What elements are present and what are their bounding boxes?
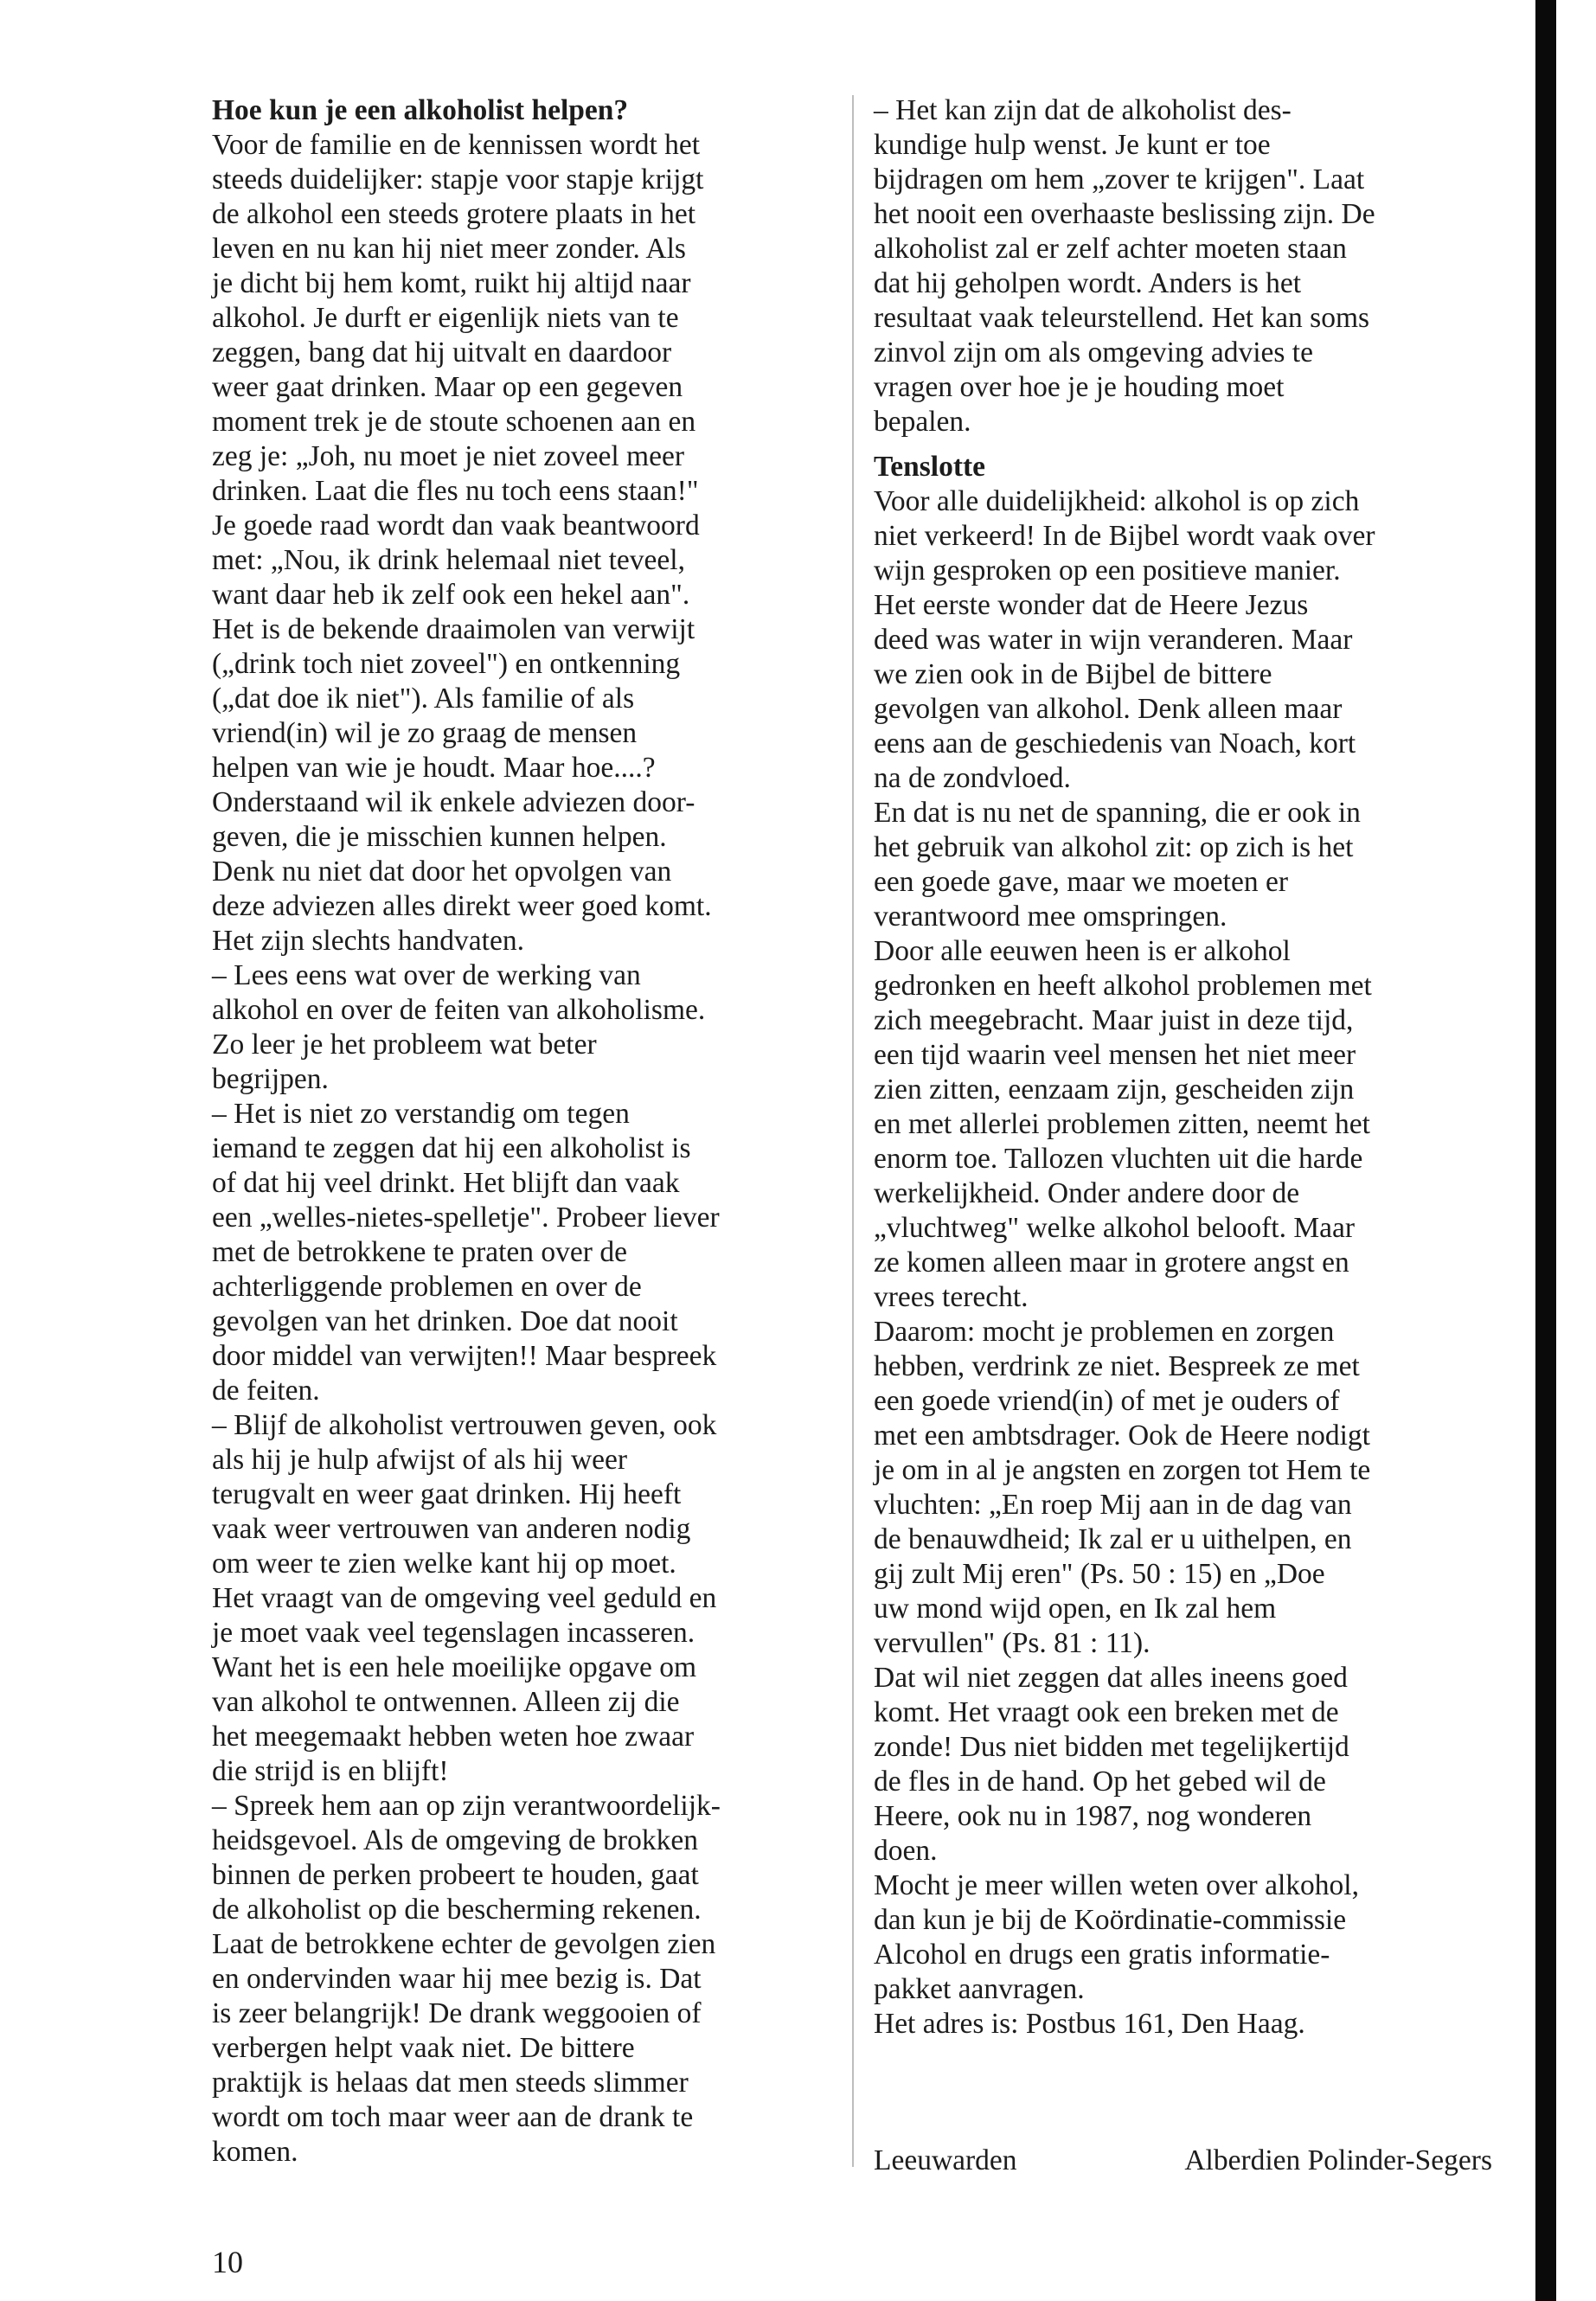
text-line: „vluchtweg" welke alkohol belooft. Maar <box>874 1212 1356 1244</box>
text-line: met: „Nou, ik drink helemaal niet teveel, <box>212 544 685 576</box>
text-line: zinvol zijn om als omgeving advies te <box>874 336 1313 369</box>
text-line: gevolgen van het drinken. Doe dat nooit <box>212 1305 678 1337</box>
text-line: Je goede raad wordt dan vaak beantwoord <box>212 510 700 542</box>
signature-place: Leeuwarden <box>874 2144 1017 2176</box>
text-line: („dat doe ik niet"). Als familie of als <box>212 683 635 715</box>
text-line: het gebruik van alkohol zit: op zich is het <box>874 831 1354 863</box>
text-line: doen. <box>874 1835 938 1867</box>
text-line: niet verkeerd! In de Bijbel wordt vaak over <box>874 520 1375 552</box>
text-line: komt. Het vraagt ook een breken met de <box>874 1696 1339 1728</box>
text-line: heidsgevoel. Als de omgeving de brokken <box>212 1824 698 1856</box>
text-line: pakket aanvragen. <box>874 1973 1085 2005</box>
text-line: resultaat vaak teleurstellend. Het kan soms <box>874 302 1370 334</box>
text-line: die strijd is en blijft! <box>212 1755 449 1787</box>
text-line: moment trek je de stoute schoenen aan en <box>212 406 696 438</box>
signature-author: Alberdien Polinder-Segers <box>1184 2144 1492 2176</box>
text-line: om weer te zien welke kant hij op moet. <box>212 1548 676 1580</box>
text-line: en ondervinden waar hij mee bezig is. Dat <box>212 1963 702 1995</box>
text-line: komen. <box>212 2136 298 2168</box>
text-line: praktijk is helaas dat men steeds slimmer <box>212 2067 689 2099</box>
text-line: Voor de familie en de kennissen wordt het <box>212 129 701 161</box>
text-line: de feiten. <box>212 1375 320 1407</box>
text-line: je om in al je angsten en zorgen tot Hem te <box>874 1454 1371 1486</box>
text-line: want daar heb ik zelf ook een hekel aan". <box>212 579 690 611</box>
text-line: alkohol. Je durft er eigenlijk niets van te <box>212 302 679 334</box>
text-line: de fles in de hand. Op het gebed wil de <box>874 1766 1326 1798</box>
text-line: vragen over hoe je je houding moet <box>874 371 1285 403</box>
text-line: eens aan de geschiedenis van Noach, kort <box>874 727 1356 760</box>
text-line: dat hij geholpen wordt. Anders is het <box>874 267 1302 299</box>
text-line: Voor alle duidelijkheid: alkohol is op zich <box>874 485 1360 517</box>
text-line: deed was water in wijn veranderen. Maar <box>874 624 1353 656</box>
text-line: Denk nu niet dat door het opvolgen van <box>212 856 672 888</box>
text-line: gedronken en heeft alkohol problemen met <box>874 970 1372 1002</box>
section-heading-tenslotte: Tenslotte <box>874 451 986 483</box>
page-number: 10 <box>212 2245 243 2279</box>
text-line: alkoholist zal er zelf achter moeten staan <box>874 233 1347 265</box>
text-line: ze komen alleen maar in grotere angst en <box>874 1247 1349 1279</box>
text-line: van alkohol te ontwennen. Alleen zij die <box>212 1686 680 1718</box>
text-line: Heere, ook nu in 1987, nog wonderen <box>874 1800 1312 1832</box>
text-line: Het vraagt van de omgeving veel geduld en <box>212 1582 717 1614</box>
text-line: het meegemaakt hebben weten hoe zwaar <box>212 1721 695 1753</box>
text-line: hebben, verdrink ze niet. Bespreek ze met <box>874 1350 1360 1382</box>
left-column-text <box>212 128 835 2170</box>
text-line: de alkoholist op die bescherming rekenen. <box>212 1894 702 1926</box>
text-line: vriend(in) wil je zo graag de mensen <box>212 717 638 749</box>
text-line: zien zitten, eenzaam zijn, gescheiden zijn <box>874 1074 1355 1106</box>
section-gap <box>874 439 1505 450</box>
text-line: Dat wil niet zeggen dat alles ineens goed <box>874 1662 1348 1694</box>
right-column-top-text <box>874 93 1505 439</box>
text-line: na de zondvloed. <box>874 762 1071 794</box>
text-line: Daarom: mocht je problemen en zorgen <box>874 1316 1335 1348</box>
text-line: bijdragen om hem „zover te krijgen". Laat <box>874 163 1365 195</box>
text-line: en met allerlei problemen zitten, neemt het <box>874 1108 1370 1140</box>
text-line: met een ambtsdrager. Ook de Heere nodigt <box>874 1420 1370 1452</box>
text-line: kundige hulp wenst. Je kunt er toe <box>874 129 1271 161</box>
text-line: Het is de bekende draaimolen van verwijt <box>212 613 695 645</box>
text-line: Laat de betrokkene echter de gevolgen zien <box>212 1928 716 1960</box>
text-line: je dicht bij hem komt, ruikt hij altijd naar <box>212 267 691 299</box>
text-line: een goede gave, maar we moeten er <box>874 866 1288 898</box>
text-line: terugvalt en weer gaat drinken. Hij heeft <box>212 1478 682 1510</box>
text-line: dan kun je bij de Koördinatie-commissie <box>874 1904 1347 1936</box>
text-line: – Spreek hem aan op zijn verantwoordelijk- <box>212 1790 721 1822</box>
text-line: Zo leer je het probleem wat beter <box>212 1029 597 1061</box>
text-line: door middel van verwijten!! Maar bespreek <box>212 1340 717 1372</box>
text-line: werkelijkheid. Onder andere door de <box>874 1177 1300 1209</box>
text-line: („drink toch niet zoveel") en ontkenning <box>212 648 681 680</box>
right-column <box>874 93 1505 2041</box>
text-line: drinken. Laat die fles nu toch eens staan!" <box>212 475 699 507</box>
text-line: zeggen, bang dat hij uitvalt en daardoor <box>212 336 672 369</box>
text-line: Door alle eeuwen heen is er alkohol <box>874 935 1291 967</box>
text-line: Het zijn slechts handvaten. <box>212 925 524 957</box>
text-line: een goede vriend(in) of met je ouders of <box>874 1385 1340 1417</box>
text-line: leven en nu kan hij niet meer zonder. Als <box>212 233 686 265</box>
text-line: geven, die je misschien kunnen helpen. <box>212 821 667 853</box>
text-line: Mocht je meer willen weten over alkohol, <box>874 1869 1359 1901</box>
text-line: bepalen. <box>874 406 971 438</box>
text-line: vrees terecht. <box>874 1281 1029 1313</box>
text-line: verantwoord mee omspringen. <box>874 901 1227 933</box>
text-line: de benauwdheid; Ik zal er u uithelpen, en <box>874 1523 1352 1555</box>
right-column-bottom-text <box>874 484 1505 2041</box>
text-line: deze adviezen alles direkt weer goed komt. <box>212 890 712 922</box>
text-line: binnen de perken probeert te houden, gaat <box>212 1859 699 1891</box>
text-line: gij zult Mij eren" (Ps. 50 : 15) en „Doe <box>874 1558 1325 1590</box>
text-line: verbergen helpt vaak niet. De bittere <box>212 2032 635 2064</box>
text-line: achterliggende problemen en over de <box>212 1271 642 1303</box>
text-line: de alkohol een steeds grotere plaats in het <box>212 198 696 230</box>
text-line: begrijpen. <box>212 1063 329 1095</box>
text-line: alkohol en over de feiten van alkoholisme. <box>212 994 706 1026</box>
text-line: je moet vaak veel tegenslagen incasseren. <box>212 1617 695 1649</box>
text-line: vaak weer vertrouwen van anderen nodig <box>212 1513 691 1545</box>
scan-edge-bar <box>1535 0 1556 2301</box>
text-line: wordt om toch maar weer aan de drank te <box>212 2101 694 2133</box>
text-line: uw mond wijd open, en Ik zal hem <box>874 1593 1277 1625</box>
text-line: met de betrokkene te praten over de <box>212 1236 627 1268</box>
text-line: gevolgen van alkohol. Denk alleen maar <box>874 693 1343 725</box>
text-line: – Het kan zijn dat de alkoholist des- <box>874 94 1292 126</box>
text-line: Onderstaand wil ik enkele adviezen door- <box>212 786 695 818</box>
text-line: we zien ook in de Bijbel de bittere <box>874 658 1272 690</box>
text-line: weer gaat drinken. Maar op een gegeven <box>212 371 683 403</box>
left-column <box>212 93 835 2170</box>
text-line: een „welles-nietes-spelletje". Probeer liever <box>212 1202 720 1234</box>
text-line: enorm toe. Tallozen vluchten uit die harde <box>874 1143 1363 1175</box>
text-line: of dat hij veel drinkt. Het blijft dan vaak <box>212 1167 680 1199</box>
text-line: Het adres is: Postbus 161, Den Haag. <box>874 2008 1305 2040</box>
text-line: het nooit een overhaaste beslissing zijn. De <box>874 198 1375 230</box>
text-line: vervullen" (Ps. 81 : 11). <box>874 1627 1151 1659</box>
text-line: zonde! Dus niet bidden met tegelijkertijd <box>874 1731 1349 1763</box>
text-line: is zeer belangrijk! De drank weggooien of <box>212 1997 702 2029</box>
text-line: zeg je: „Joh, nu moet je niet zoveel meer <box>212 440 685 472</box>
text-line: En dat is nu net de spanning, die er ook in <box>874 797 1361 829</box>
text-line: steeds duidelijker: stapje voor stapje krijgt <box>212 163 704 195</box>
column-divider <box>852 95 854 2167</box>
text-line: vluchten: „En roep Mij aan in de dag van <box>874 1489 1352 1521</box>
text-line: een tijd waarin veel mensen het niet meer <box>874 1039 1356 1071</box>
text-line: Want het is een hele moeilijke opgave om <box>212 1651 697 1683</box>
text-line: – Lees eens wat over de werking van <box>212 959 641 991</box>
text-line: helpen van wie je houdt. Maar hoe....? <box>212 752 656 784</box>
text-line: Alcohol en drugs een gratis informatie- <box>874 1939 1330 1971</box>
text-line: Het eerste wonder dat de Heere Jezus <box>874 589 1309 621</box>
text-line: als hij je hulp afwijst of als hij weer <box>212 1444 628 1476</box>
text-line: zich meegebracht. Maar juist in deze tijd, <box>874 1004 1354 1036</box>
text-line: – Het is niet zo verstandig om tegen <box>212 1098 630 1130</box>
text-line: – Blijf de alkoholist vertrouwen geven, ook <box>212 1409 717 1441</box>
text-line: iemand te zeggen dat hij een alkoholist is <box>212 1132 691 1164</box>
article-title: Hoe kun je een alkoholist helpen? <box>212 94 629 126</box>
text-line: wijn gesproken op een positieve manier. <box>874 554 1341 586</box>
